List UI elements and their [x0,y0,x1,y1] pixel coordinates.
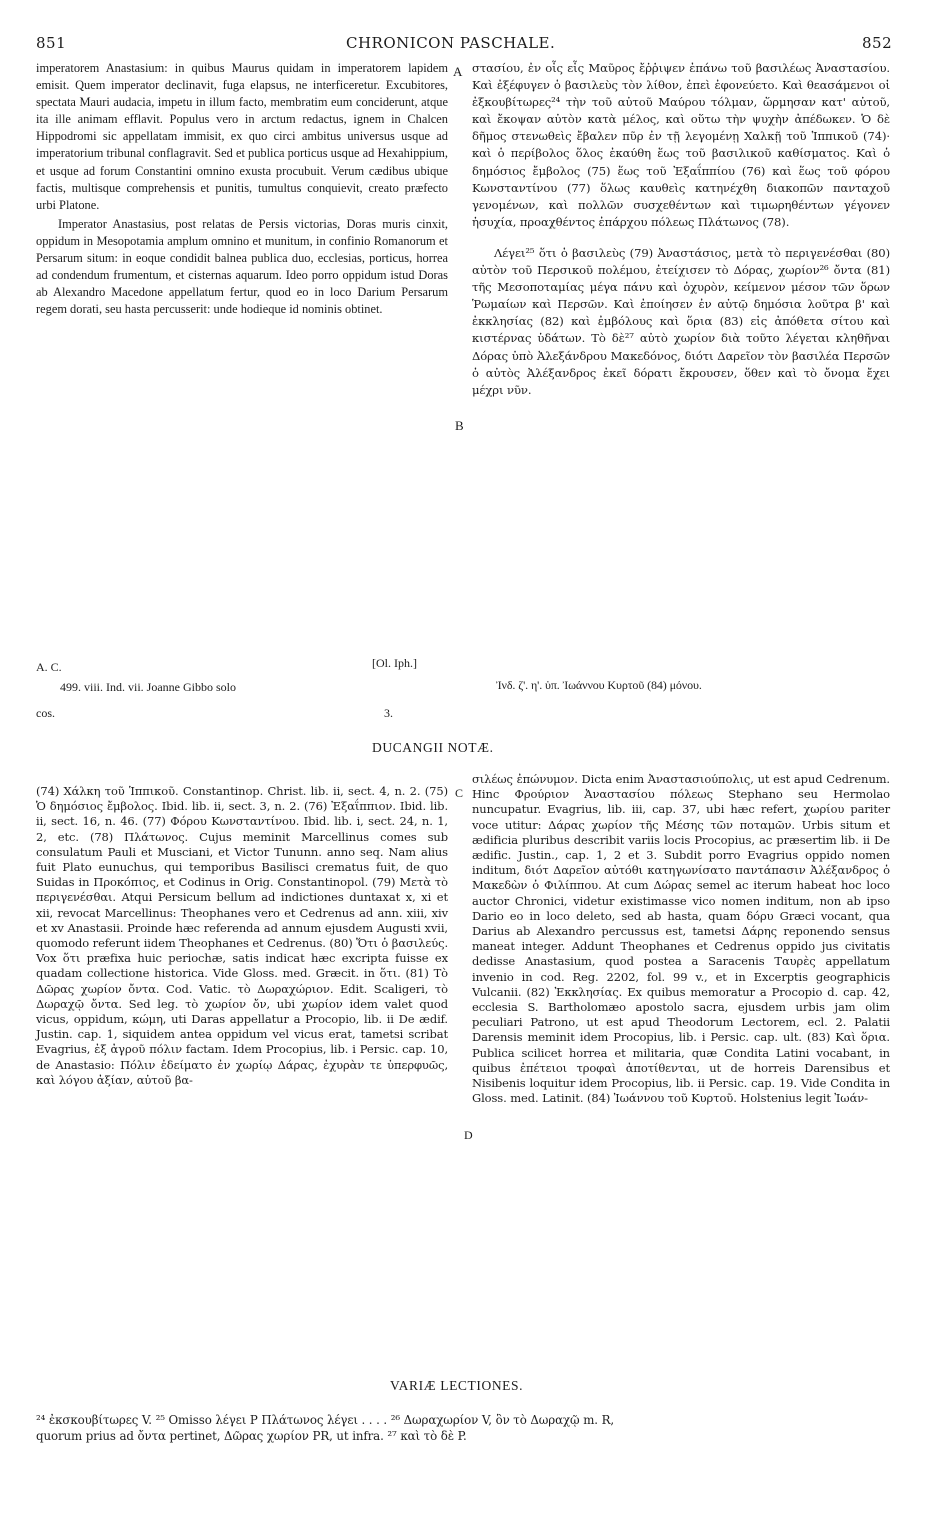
notes-heading: DUCANGII NOTÆ. [372,740,494,755]
variae-line-2: quorum prius ad ὄντα pertinet, Δῶρας χωρίον PR, ut infra. ²⁷ καὶ τὸ δὲ P. [36,1429,467,1443]
year-line: 499. viii. Ind. vii. Joanne Gibbo solo [60,680,236,694]
margin-marker-b: B [455,418,464,433]
variae-line-1: ²⁴ ἐκσκουβίτωρες V. ²⁵ Omisso λέγει P Πλάτωνος λέγει . . . . ²⁶ Δωραχωρίον V, ὃν τὸ Δωραχῷ m. R, [36,1413,615,1427]
notes-left-text: (74) Χάλκη τοῦ Ἱππικοῦ. Constantinop. Christ. lib. ii, sect. 4, n. 2. (75) Ὁ δημόσιος ἔμβολος. Ibid. lib. ii, sect. 3, n. 2. (76) Ἐξαΐππιον. Ibid. lib. ii, sect. 16, n. 46. (77) Φόρου Κωνσταντίνου. Ibid. lib. i, sect. 24, n. 1, 2, etc. (78) Πλάτωνος. Cujus meminit Marcellinus comes sub consulatum Pauli et Musciani, et Victor Tununn. anno seq. Nam alius fuit Plato eunuchus, qui temporibus Basilisci crematus fuit, de quo Suidas in Προκόπιος, et Codinus in Orig. Constantinopol. (79) Μετὰ τὸ περιγενέσθαι. Atqui Persicum bellum ad indictiones duntaxat x, xi et xii, revocat Marcellinus: Theophanes vero et Cedrenus ad ann. xiii, xiv et xv Anastasii. Proinde hæc referenda ad annum ejusdem Augusti xvii, quomodo referunt iidem Theophanes et Cedrenus. (80) Ὅτι ὁ βασιλεύς. Vox ὅτι præfixa huic periochæ, satis indicat hæc excripta fuisse ex quadam collectione historica. Vide Gloss. med. Græcit. in ὅτι. (81) Τὸ Δῶρας χωρίον ὄντα. Cod. Vatic. τὸ Δωραχώριον. Edit. Scaligeri, τὸ Δωραχῷ ὄντα. Sed leg. τὸ χωρίον ὄν, ubi χωρίον idem valet quod vicus, oppidum, κώμη, uti Daras appellatur a Procopio, lib. ii De ædif. Justin. cap. 1, siquidem antea oppidum vel vicus erat, tametsi scribat Evagrius, ἐξ ἀγροῦ πόλιν factam. Idem Procopius, lib. i Persic. cap. 10, de Anastasio: Πόλιν ἐδείματο ἐν χωρίῳ Δάρας, ἐχυρὰν τε ὑπερφυῶς, καὶ λόγου ἀξίαν, αὐτοῦ βα- [36,784,448,1087]
greek-year-line: Ἰνδ. ζ'. η'. ὑπ. Ἰωάννου Κυρτοῦ (84) μόνου. [496,678,702,692]
latin-paragraph-2: Imperator Anastasius, post relatas de Persis victorias, Doras muris cinxit, oppidum in Mesopotamia amplum omnino et munitum, in confinio Romanorum et Persarum situm: in eoque condidit balnea publica duo, ecclesias, porticus, horrea ad condendum frumentum, et cisternas aquarum. Ideo porro oppidum istud Doras ab Alexandro Macedone appellatum fertur, quod eo in loco Darium Persarum regem dorati, seu hasta percusserit: unde hodieque id nominis obtinet. [36,216,448,317]
year-line-cos: cos. [36,706,55,720]
latin-paragraph-1: imperatorem Anastasium: in quibus Maurus quidam in imperatorem lapidem emisit. Quem imperator declinavit, fuga elapsus, ne interficeretur. Excubitores, spectata Mauri audacia, impetu in illum facto, membratim eum conciderunt, atque ita ille animam efflavit. Populus vero in arctum redactus, ignem in Chalcen Hippodromi sic appellatam immisit, ex quo circi ambitus universus usque ad imperatorium tribunal conflagravit. Sed et publica porticus usque ad Hexahippium, et usque ad forum Constantini omnino exusta procubuit. Verum cædibus ubique factis, multisque comprehensis et punitis, tumultus conquievit, creato præfecto urbi Platone. [36,61,448,212]
variae-block [36,1412,896,1444]
page-number-right: 852 [862,34,893,52]
notes-right-column [472,772,890,1106]
year-label-olympiad: [Ol. Iph.] [372,656,417,670]
year-label-ac: A. C. [36,660,62,674]
greek-paragraph-2: Λέγει²⁵ ὅτι ὁ βασιλεὺς (79) Ἀναστάσιος, μετὰ τὸ περιγενέσθαι (80) αὐτὸν τοῦ Περσικοῦ πολέμου, ἐτείχισεν τὸ Δόρας, χωρίον²⁶ ὄντα (81) τῆς Μεσοποταμίας μέγα πάνυ καὶ ὀχυρὸν, κείμενον μέσον τῶν ὅρων Ῥωμαίων καὶ Περσῶν. Καὶ ἐποίησεν ἐν αὐτῷ δημόσια λοῦτρα β' καὶ ἐκκλησίας (82) καὶ ἐμβόλους καὶ ὅρια (83) εἰς ἀπόθετα σίτου καὶ κιστέρνας ὑδάτων. Τὸ δὲ²⁷ αὐτὸ χωρίον διὰ τοῦτο λέγεται κληθῆναι Δόρας ὑπὸ Ἀλεξάνδρου Μακεδόνος, διότι Δαρεῖον τὸν βασιλέα Περσῶν ὁ αὐτὸς Ἀλέξανδρος ἐκεῖ δόρατι ἔκρουσεν, ὅθεν καὶ τὸ ὄνομα ἔχει μέχρι νῦν. [472,245,890,397]
running-title: CHRONICON PASCHALE. [346,34,556,52]
page-number-left: 851 [36,34,67,52]
greek-column [472,60,890,399]
greek-paragraph-1: στασίου, ἐν οἷς εἷς Μαῦρος ἔῤῥιψεν ἐπάνω τοῦ βασιλέως Ἀναστασίου. Καὶ ἐξέφυγεν ὁ βασιλεὺς τὸν λίθον, ἐπεὶ ἐφονεύετο. Καὶ θεασάμενοι οἱ ἐξκουβίτωρες²⁴ τὴν τοῦ αὐτοῦ Μαύρου τόλμαν, ὥρμησαν κατ' αὐτοῦ, καὶ ἔκοψαν αὐτὸν κατὰ μέλος, καὶ οὕτω τὴν ψυχὴν ἀπέδωκεν. Ὁ δὲ δῆμος στενωθεὶς ἔβαλεν πῦρ ἐν τῇ λεγομένῃ Χαλκῇ τοῦ Ἱππικοῦ (74)· καὶ ὁ περίβολος ὅλος ἐκαύθη ἕως τοῦ βασιλικοῦ καθίσματος. Καὶ ὁ δημόσιος ἔμβολος (75) ἕως τοῦ Ἐξαΐππίου (76) καὶ ἕως τοῦ φόρου Κωνσταντίνου (77) ὅλως καυθεὶς κατηνέχθη διακοπῶν πανταχοῦ γενομένων, καὶ πολλῶν συσχεθέντων καὶ τιμωρηθέντων γέγονεν ἡσυχία, προαχθέντος ἐπάρχου πόλεως Πλάτωνος (78). [472,61,890,229]
year-line-number: 3. [384,706,393,720]
notes-right-text: σιλέως ἐπώνυμον. Dicta enim Ἀναστασιούπολις, ut est apud Cedrenum. Hinc Φρούριον Ἀναστασίου πόλεως Stephano seu Hermolao nuncupatur. Evagrius, lib. iii, cap. 37, ubi hæc refert, χωρίου pariter voce utitur: Δάρας χωρίον τῆς Μέσης τῶν ποταμῶν. Urbis situm et ædificia pluribus describit variis locis Procopius, ac præsertim lib. ii De ædific. Justin., cap. 1, 2 et 3. Subdit porro Evagrius oppido nomen inditum, διότ Δαρεῖον αὐτόθι κατηγωνίσατο παντάπασιν Ἀλέξανδρος ὁ Μακεδὼν ὁ Φιλίππου. At cum Δώρας semel ac iterum habeat hoc loco auctor Chronici, videtur existimasse vico nomen inditum, non ab ipso Dario eo in loco deleto, sed ab hasta, quam δόρυ Græci vocant, qua Darius ab Alexandro percussus est, tametsi Δάρης reponendo sensus maneat integer. Addunt Theophanes et Cedrenus oppido jus civitatis dedisse Anastasium, quod postea a Saracenis Ταυρὲς appellatum invenio in cod. Reg. 2202, fol. 99 v., et in Excerptis geographicis Vulcanii. (82) Ἐκκλησίας. Ex quibus memoratur a Procopio d. cap. 42, ecclesia S. Bartholomæo apostolo sacra, ejusdem urbis jam olim peculiari Patrono, ut est apud Theodorum Lectorem, ecl. 2. Palatii Darensis meminit idem Procopius, lib. i Persic. cap. ult. (83) Καὶ ὅρια. Publica scilicet horrea et militaria, quæ Condita Latini vocabant, in quibus ἐπέτειοι τροφαὶ ἀποτίθενται, ut de horreis Darensibus et Nisibenis loquitur idem Procopius, lib. ii Persic. cap. 19. Vide Condita in Gloss. med. Latinit. (84) Ἰωάννου τοῦ Κυρτοῦ. Holstenius legit Ἰωάν- [472,772,890,1106]
variae-heading: VARIÆ LECTIONES. [390,1378,524,1393]
margin-marker-d: D [464,1128,473,1142]
margin-marker-a: A [453,64,463,79]
notes-left-column [36,784,448,1088]
margin-marker-c: C [455,786,464,800]
latin-column [36,60,448,318]
